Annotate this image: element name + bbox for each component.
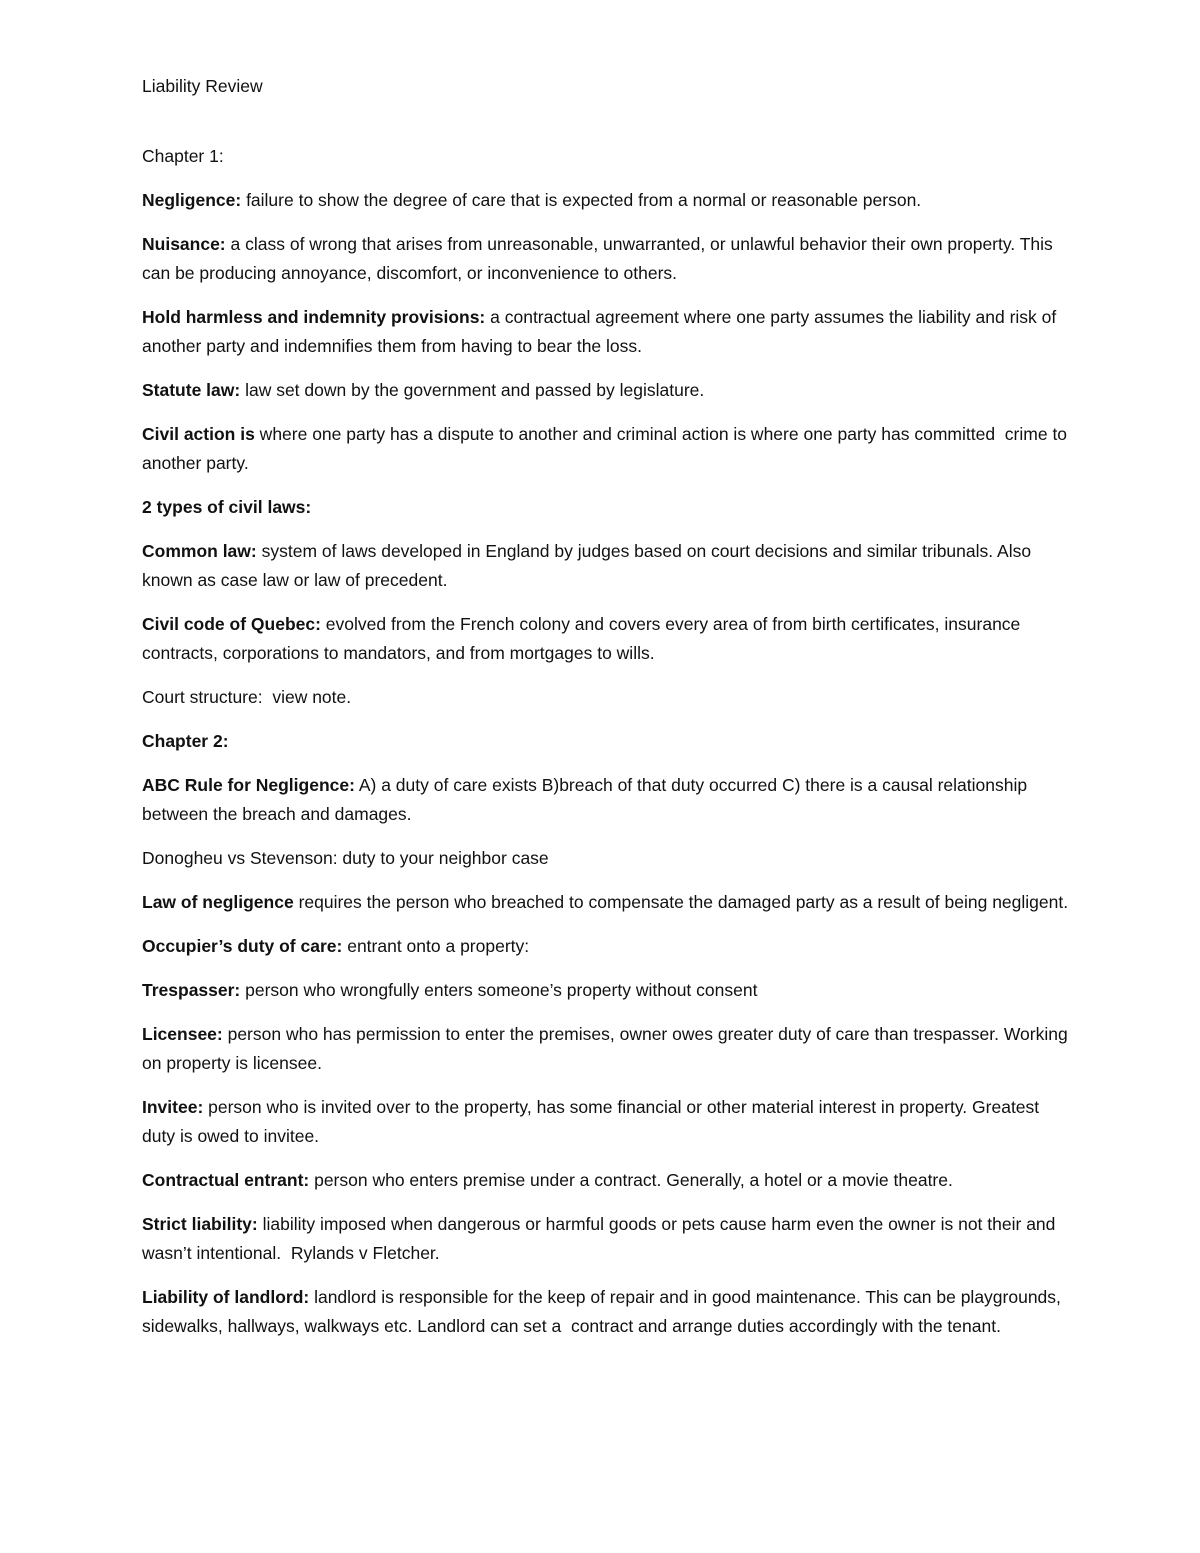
paragraph-court-structure [142,683,1072,712]
paragraph-text: entrant onto a property: [342,936,530,956]
paragraph-contractual-entrant [142,1166,1072,1195]
paragraph-term: Strict liability: [142,1214,258,1234]
paragraph-statute-law [142,376,1072,405]
paragraph-text: person who is invited over to the property, has some financial or other material interest in property. Greatest duty is owed to invitee. [142,1097,1045,1146]
paragraph-text: where one party has a dispute to another and criminal action is where one party has committed crime to another party. [142,424,1072,473]
paragraph-term: Trespasser: [142,980,241,1000]
paragraph-text: system of laws developed in England by judges based on court decisions and similar tribunals. Also known as case law or law of precedent. [142,541,1036,590]
paragraph-term: Law of negligence [142,892,294,912]
paragraph-chapter-1 [142,142,1072,171]
paragraph-civil-code-quebec [142,610,1072,668]
paragraph-licensee [142,1020,1072,1078]
paragraph-term: 2 types of civil laws: [142,497,312,517]
paragraph-text: Chapter 1: [142,146,224,166]
paragraph-text: failure to show the degree of care that is expected from a normal or reasonable person. [241,190,922,210]
paragraph-text: a class of wrong that arises from unreasonable, unwarranted, or unlawful behavior their own property. This can be producing annoyance, discomfort, or inconvenience to others. [142,234,1058,283]
paragraph-strict-liability [142,1210,1072,1268]
paragraph-liability-of-landlord [142,1283,1072,1341]
paragraph-text: A) a duty of care exists B)breach of that duty occurred C) there is a causal relationship between the breach and damages. [142,775,1032,824]
paragraph-text: person who enters premise under a contract. Generally, a hotel or a movie theatre. [309,1170,953,1190]
document-title: Liability Review [142,76,263,96]
paragraph-invitee [142,1093,1072,1151]
paragraph-text: Donogheu vs Stevenson: duty to your neighbor case [142,848,549,868]
paragraph-term: Civil code of Quebec: [142,614,321,634]
paragraph-term: Licensee: [142,1024,223,1044]
paragraph-text: person who wrongfully enters someone’s property without consent [240,980,758,1000]
paragraph-nuisance [142,230,1072,288]
paragraph-donogheu-case [142,844,1072,873]
paragraph-law-of-negligence [142,888,1072,917]
paragraph-text: law set down by the government and passed by legislature. [240,380,705,400]
paragraph-term: Hold harmless and indemnity provisions: [142,307,486,327]
paragraph-chapter-2 [142,727,1072,756]
paragraph-term: ABC Rule for Negligence: [142,775,355,795]
paragraph-term: Chapter 2: [142,731,229,751]
paragraph-occupiers-duty [142,932,1072,961]
paragraph-abc-rule [142,771,1072,829]
paragraph-term: Statute law: [142,380,241,400]
paragraph-text: Court structure: view note. [142,687,352,707]
paragraph-term: Invitee: [142,1097,204,1117]
paragraph-term: Common law: [142,541,257,561]
paragraph-text: evolved from the French colony and covers every area of from birth certificates, insurance contracts, corporations to mandators, and from mortgages to wills. [142,614,1026,663]
paragraph-trespasser [142,976,1072,1005]
paragraph-text: liability imposed when dangerous or harmful goods or pets cause harm even the owner is not their and wasn’t intentional. Rylands v Fletcher. [142,1214,1061,1263]
paragraph-civil-action [142,420,1072,478]
paragraph-term: Civil action is [142,424,255,444]
paragraph-negligence [142,186,1072,215]
paragraph-term: Nuisance: [142,234,226,254]
paragraph-text: landlord is responsible for the keep of repair and in good maintenance. This can be playgrounds, sidewalks, hallways, walkways etc. Landlord can set a contract and arrange duties accordingly with the tenant. [142,1287,1066,1336]
paragraph-term: Liability of landlord: [142,1287,310,1307]
paragraph-civil-law-types [142,493,1072,522]
paragraph-term: Contractual entrant: [142,1170,310,1190]
document-body [142,72,1072,1356]
paragraph-text: requires the person who breached to compensate the damaged party as a result of being negligent. [293,892,1069,912]
paragraph-text: person who has permission to enter the premises, owner owes greater duty of care than trespasser. Working on property is licensee. [142,1024,1073,1073]
paragraph-term: Negligence: [142,190,242,210]
paragraph-text: a contractual agreement where one party assumes the liability and risk of another party and indemnifies them from having to bear the loss. [142,307,1062,356]
paragraph-common-law [142,537,1072,595]
paragraph-hold-harmless [142,303,1072,361]
paragraph-term: Occupier’s duty of care: [142,936,343,956]
